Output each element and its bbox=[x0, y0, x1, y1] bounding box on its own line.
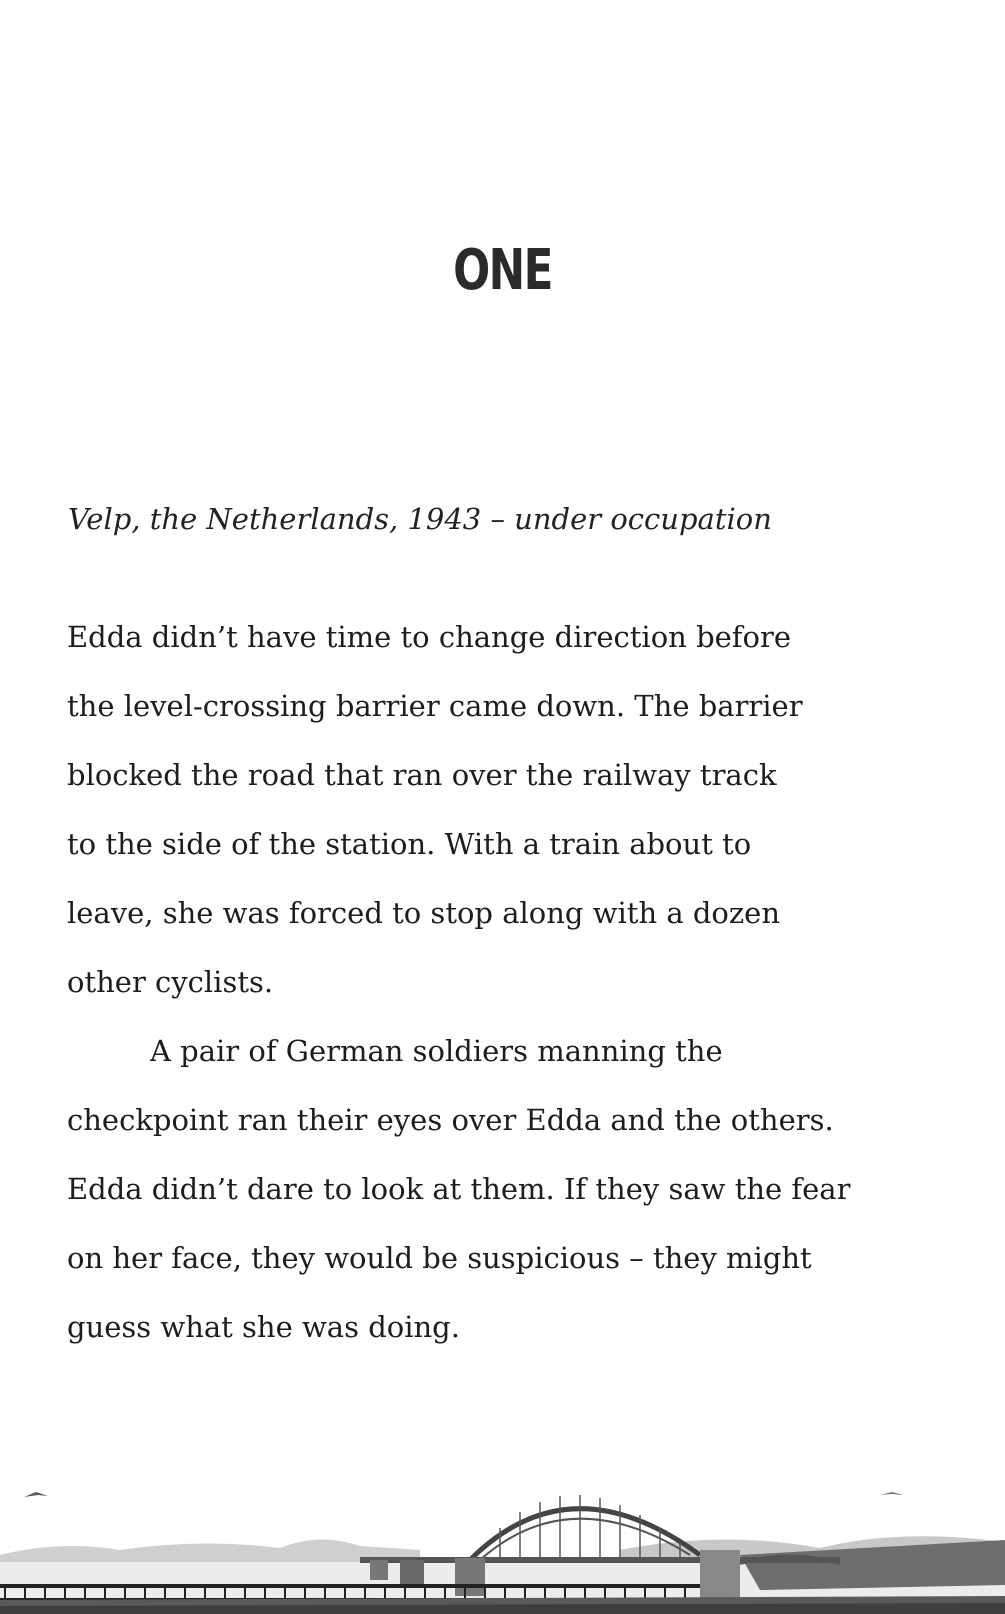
setting-line: Velp, the Netherlands, 1943 – under occupation bbox=[68, 502, 772, 536]
text-line: Edda didn’t dare to look at them. If they saw the fear bbox=[67, 1172, 851, 1206]
text-line: A pair of German soldiers manning the bbox=[150, 1034, 723, 1068]
text-line: to the side of the station. With a train about to bbox=[67, 827, 752, 861]
text-line: on her face, they would be suspicious – they might bbox=[67, 1241, 812, 1275]
text-line: guess what she was doing. bbox=[67, 1310, 460, 1344]
text-line: other cyclists. bbox=[67, 965, 274, 999]
text-line: Edda didn’t have time to change direction before bbox=[67, 620, 792, 654]
bridge-illustration bbox=[0, 1400, 1005, 1614]
text-line: leave, she was forced to stop along with a dozen bbox=[67, 896, 780, 930]
text-line: blocked the road that ran over the railway track bbox=[67, 758, 777, 792]
text-line: checkpoint ran their eyes over Edda and the others. bbox=[67, 1103, 834, 1137]
text-line: the level-crossing barrier came down. The barrier bbox=[67, 689, 803, 723]
chapter-title: ONE bbox=[453, 238, 552, 303]
